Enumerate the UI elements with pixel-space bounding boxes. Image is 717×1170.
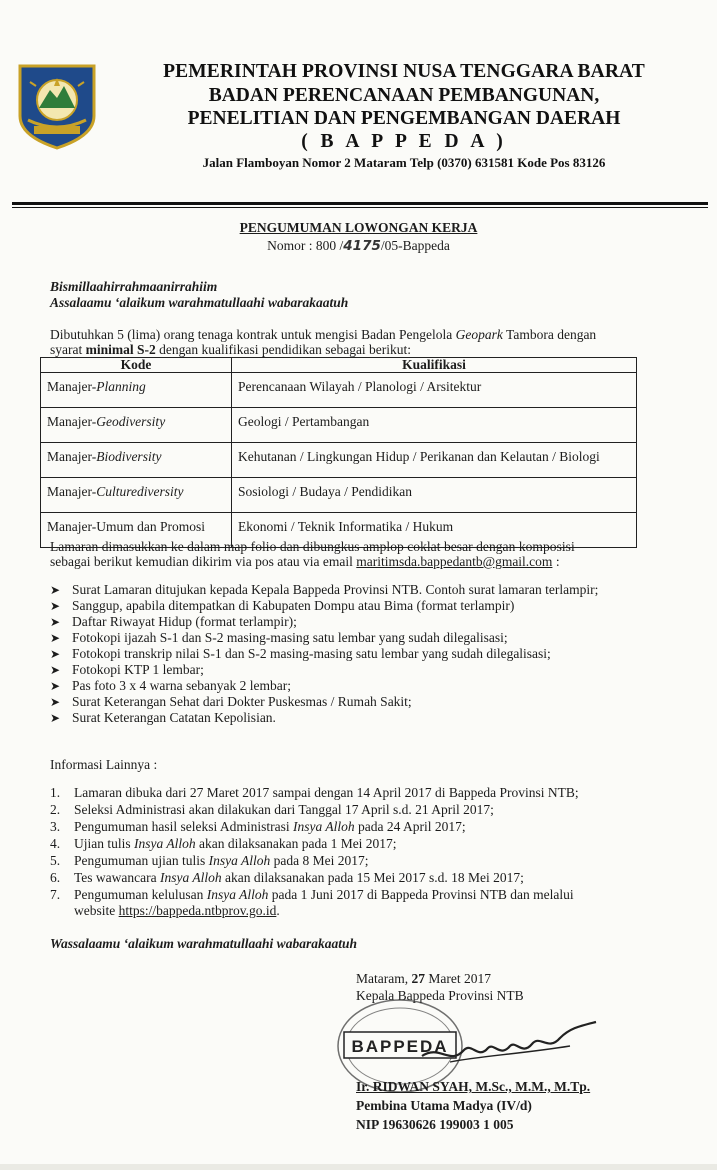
signatory-name: Ir. RIDWAN SYAH, M.Sc., M.M., M.Tp. (356, 1079, 591, 1094)
kode-italic: Geodiversity (96, 414, 166, 429)
info-title: Informasi Lainnya : (50, 757, 158, 772)
intro-text-a: Dibutuhkan 5 (lima) orang tenaga kontrak untuk mengisi Badan Pengelola (50, 327, 456, 342)
info-text: Pengumuman ujian tulis (74, 853, 209, 868)
info-text: Tes wawancara (74, 870, 161, 885)
intro-text-b: Tambora dengan (502, 327, 597, 342)
list-item-text: Sanggup, apabila ditempatkan di Kabupaten Dompu atau Bima (format terlampir) (72, 598, 515, 613)
arrow-bullet-icon: ➤ (50, 695, 61, 709)
list-item-text: Surat Keterangan Sehat dari Dokter Puskesmas / Rumah Sakit; (72, 694, 412, 709)
list-item (50, 710, 276, 726)
info-item (50, 853, 368, 869)
arrow-bullet-icon: ➤ (50, 599, 61, 613)
list-item-text: Surat Keterangan Catatan Kepolisian. (72, 710, 276, 725)
kode-prefix: Manajer-Umum dan Promosi (47, 519, 205, 534)
greeting-bismillah: Bismillaahirrahmaanirrahiim (50, 279, 218, 294)
table-row (41, 373, 637, 408)
info-text-end: pada 24 April 2017; (354, 819, 466, 834)
info-text: Pengumuman kelulusan (74, 887, 207, 902)
info-website-label: website (74, 903, 119, 918)
info-item (50, 870, 524, 886)
letter-number-suffix: /05-Bappeda (380, 238, 450, 253)
letterhead-rule-thick (12, 202, 708, 205)
table-cell-kode (41, 443, 232, 478)
info-italic: Insya Alloh (134, 836, 196, 851)
list-item-text: Daftar Riwayat Hidup (format terlampir); (72, 614, 297, 629)
signature-place-date (356, 971, 491, 987)
arrow-bullet-icon: ➤ (50, 663, 61, 677)
table-row (41, 443, 637, 478)
info-item (50, 802, 494, 818)
list-item (50, 694, 412, 710)
info-item (50, 785, 579, 801)
table-cell-kualifikasi: Ekonomi / Teknik Informatika / Hukum (232, 513, 637, 548)
list-item (50, 598, 514, 614)
info-text: Seleksi Administrasi akan dilakukan dari Tanggal 17 April s.d. 21 April 2017; (74, 802, 494, 817)
list-item (50, 582, 598, 598)
info-item-continuation (50, 903, 574, 919)
intro-geopark: Geopark (455, 327, 503, 342)
announcement-title: PENGUMUMAN LOWONGAN KERJA (239, 220, 478, 235)
letterhead-agency-line2: PENELITIAN DAN PENGEMBANGAN DAERAH (187, 108, 621, 129)
table-cell-kualifikasi: Kehutanan / Lingkungan Hidup / Perikanan dan Kelautan / Biologi (232, 443, 637, 478)
info-number: 5. (50, 853, 61, 868)
info-item (50, 887, 574, 919)
list-item (50, 646, 551, 662)
info-website-link[interactable]: https://bappeda.ntbprov.go.id (118, 903, 277, 918)
info-number: 7. (50, 887, 61, 902)
intro-line2 (50, 342, 411, 357)
info-text: Pengumuman hasil seleksi Administrasi (74, 819, 293, 834)
kode-prefix: Manajer- (47, 449, 97, 464)
info-number: 1. (50, 785, 61, 800)
signatory-rank: Pembina Utama Madya (IV/d) (356, 1098, 532, 1113)
list-item-text: Fotokopi KTP 1 lembar; (72, 662, 204, 677)
info-text-end: pada 1 Juni 2017 di Bappeda Provinsi NTB dan melalui (268, 887, 574, 902)
lamaran-colon: : (552, 554, 560, 569)
kode-italic: Planning (96, 379, 146, 394)
info-website-period: . (276, 903, 280, 918)
info-italic: Insya Alloh (160, 870, 222, 885)
list-item-text: Pas foto 3 x 4 warna sebanyak 2 lembar; (72, 678, 291, 693)
arrow-bullet-icon: ➤ (50, 631, 61, 645)
table-cell-kualifikasi: Sosiologi / Budaya / Pendidikan (232, 478, 637, 513)
kode-italic: Culturediversity (96, 484, 184, 499)
arrow-bullet-icon: ➤ (50, 583, 61, 597)
info-number: 2. (50, 802, 61, 817)
letter-number (0, 238, 717, 254)
list-item (50, 662, 204, 678)
signature-position: Kepala Bappeda Provinsi NTB (356, 988, 524, 1003)
signatory-nip: NIP 19630626 199003 1 005 (356, 1117, 514, 1132)
ntb-province-logo (14, 62, 100, 150)
table-header-kode: Kode (41, 358, 232, 373)
letterhead-address: Jalan Flamboyan Nomor 2 Mataram Telp (0370) 631581 Kode Pos 83126 (202, 155, 606, 170)
table-header-row (41, 358, 637, 373)
lamaran-email[interactable]: maritimsda.bappedantb@gmail.com (356, 554, 553, 569)
intro-minimal: minimal S-2 (85, 342, 156, 357)
greeting-salam: Assalaamu ‘alaikum warahmatullaahi wabarakaatuh (50, 295, 349, 310)
arrow-bullet-icon: ➤ (50, 647, 61, 661)
lamaran-line1: Lamaran dimasukkan ke dalam map folio dan dibungkus amplop coklat besar dengan komposisi (50, 539, 575, 554)
sig-place: Mataram, (356, 971, 412, 986)
kode-prefix: Manajer- (47, 414, 97, 429)
info-number: 3. (50, 819, 61, 834)
letterhead-rule-thin (12, 207, 708, 208)
kode-prefix: Manajer- (47, 379, 97, 394)
table-cell-kualifikasi: Perencanaan Wilayah / Planologi / Arsitektur (232, 373, 637, 408)
sig-month-year: Maret 2017 (424, 971, 491, 986)
letterhead-agency-line1: BADAN PERENCANAAN PEMBANGUNAN, (208, 85, 600, 106)
info-text: Lamaran dibuka dari 27 Maret 2017 sampai dengan 14 April 2017 di Bappeda Provinsi NTB; (74, 785, 579, 800)
info-italic: Insya Alloh (293, 819, 355, 834)
info-italic: Insya Alloh (206, 887, 269, 902)
info-italic: Insya Alloh (208, 853, 271, 868)
intro-line1 (50, 327, 596, 342)
info-text: Ujian tulis (74, 836, 134, 851)
sig-day: 27 (411, 971, 425, 986)
letter-number-prefix: Nomor : 800 / (267, 238, 344, 253)
table-cell-kode (41, 478, 232, 513)
info-text-end: akan dilaksanakan pada 1 Mei 2017; (195, 836, 397, 851)
table-header-kualifikasi: Kualifikasi (232, 358, 637, 373)
lamaran-text: sebagai berikut kemudian dikirim via pos atau via email (50, 554, 357, 569)
closing-salam: Wassalaamu ‘alaikum warahmatullaahi wabarakaatuh (50, 936, 357, 951)
page-bottom-edge (0, 1164, 717, 1170)
list-item (50, 630, 508, 646)
list-item (50, 678, 291, 694)
list-item-text: Fotokopi ijazah S-1 dan S-2 masing-masing satu lembar yang sudah dilegalisasi; (72, 630, 508, 645)
info-number: 4. (50, 836, 61, 851)
letter-number-handwritten: 4175 (343, 238, 381, 254)
kode-prefix: Manajer- (47, 484, 97, 499)
arrow-bullet-icon: ➤ (50, 615, 61, 629)
info-number: 6. (50, 870, 61, 885)
info-text-end: pada 8 Mei 2017; (270, 853, 369, 868)
table-cell-kualifikasi: Geologi / Pertambangan (232, 408, 637, 443)
letterhead-acronym: ( B A P P E D A ) (301, 131, 507, 152)
kode-italic: Biodiversity (96, 449, 162, 464)
lamaran-line2 (50, 554, 560, 569)
stamp-label: BAPPEDA (351, 1037, 449, 1056)
list-item-text: Surat Lamaran ditujukan kepada Kepala Bappeda Provinsi NTB. Contoh surat lamaran terlampir; (72, 582, 599, 597)
list-item-text: Fotokopi transkrip nilai S-1 dan S-2 masing-masing satu lembar yang sudah dilegalisasi; (72, 646, 551, 661)
info-item (50, 836, 397, 852)
info-item (50, 819, 466, 835)
arrow-bullet-icon: ➤ (50, 679, 61, 693)
handwritten-signature (420, 1016, 600, 1076)
intro-text-d: dengan kualifikasi pendidikan sebagai berikut: (155, 342, 412, 357)
letterhead-government: PEMERINTAH PROVINSI NUSA TENGGARA BARAT (163, 61, 645, 82)
qualification-table (40, 357, 637, 548)
table-cell-kode (41, 373, 232, 408)
table-row (41, 408, 637, 443)
table-row (41, 478, 637, 513)
arrow-bullet-icon: ➤ (50, 711, 61, 725)
intro-text-c: syarat (50, 342, 86, 357)
list-item (50, 614, 297, 630)
info-text-end: akan dilaksanakan pada 15 Mei 2017 s.d. 18 Mei 2017; (221, 870, 524, 885)
table-cell-kode (41, 408, 232, 443)
